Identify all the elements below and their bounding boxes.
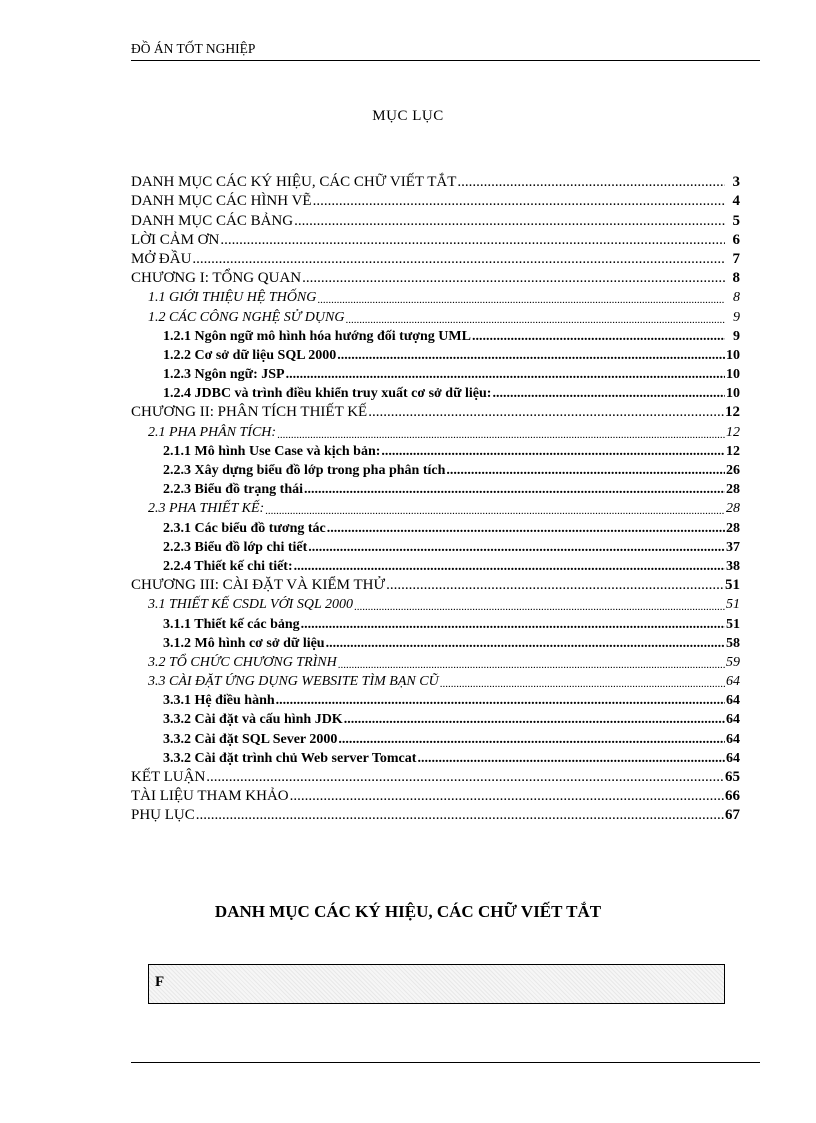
footer-divider <box>131 1062 760 1063</box>
toc-entry[interactable]: 1.2 CÁC CÔNG NGHỆ SỬ DỤNG ..... 9 <box>131 306 740 325</box>
toc-entry[interactable]: 3.1.1 Thiết kế các bảng ..... 51 <box>131 613 740 632</box>
toc-entry[interactable]: 1.2.2 Cơ sở dữ liệu SQL 2000 ..... 10 <box>131 345 740 364</box>
toc-entry[interactable]: LỜI CẢM ƠN ..... 6 <box>131 230 740 249</box>
toc-entry[interactable]: TÀI LIỆU THAM KHẢO ..... 66 <box>131 786 740 805</box>
abbreviation-letter: F <box>155 974 165 990</box>
toc-entry[interactable]: MỞ ĐẦU ..... 7 <box>131 249 740 268</box>
document-header: ĐỒ ÁN TỐT NGHIỆP <box>131 41 256 56</box>
toc-entry[interactable]: 2.3 PHA THIẾT KẾ: ..... 28 <box>131 498 740 517</box>
toc-entry[interactable]: DANH MỤC CÁC KÝ HIỆU, CÁC CHỮ VIẾT TẮT ..... 3 <box>131 172 740 191</box>
toc-entry[interactable]: 1.2.1 Ngôn ngữ mô hình hóa hướng đối tượng UML ..... 9 <box>131 326 740 345</box>
toc-entry[interactable]: 2.2.3 Biểu đồ trạng thái ..... 28 <box>131 479 740 498</box>
toc-entry[interactable]: 3.3.2 Cài đặt SQL Sever 2000 ..... 64 <box>131 728 740 747</box>
toc-entry[interactable]: 3.3.2 Cài đặt và cấu hình JDK ..... 64 <box>131 709 740 728</box>
header-divider <box>131 60 760 61</box>
toc-entry[interactable]: DANH MỤC CÁC BẢNG ..... 5 <box>131 210 740 229</box>
table-of-contents <box>131 172 740 824</box>
toc-entry[interactable]: 2.2.3 Biểu đồ lớp chi tiết ..... 37 <box>131 537 740 556</box>
toc-entry[interactable]: CHƯƠNG I: TỔNG QUAN ..... 8 <box>131 268 740 287</box>
toc-entry[interactable]: CHƯƠNG II: PHÂN TÍCH THIẾT KẾ ..... 12 <box>131 402 740 421</box>
toc-entry[interactable]: 3.1 THIẾT KẾ CSDL VỚI SQL 2000 ..... 51 <box>131 594 740 613</box>
toc-entry[interactable]: KẾT LUẬN ..... 65 <box>131 767 740 786</box>
toc-entry[interactable]: 1.2.4 JDBC và trình điều khiển truy xuất cơ sở dữ liệu: ..... 10 <box>131 383 740 402</box>
toc-entry[interactable]: 2.2.4 Thiết kế chi tiết: ..... 38 <box>131 556 740 575</box>
toc-entry[interactable]: 3.3.2 Cài đặt trình chủ Web server Tomcat ..... 64 <box>131 748 740 767</box>
toc-title: MỤC LỤC <box>372 108 444 124</box>
toc-entry[interactable]: 1.2.3 Ngôn ngữ: JSP ..... 10 <box>131 364 740 383</box>
toc-entry[interactable]: 3.2 TỔ CHỨC CHƯƠNG TRÌNH ..... 59 <box>131 652 740 671</box>
abbreviations-title: DANH MỤC CÁC KÝ HIỆU, CÁC CHỮ VIẾT TẮT <box>214 902 602 921</box>
toc-entry[interactable]: 2.2.3 Xây dựng biểu đồ lớp trong pha phân tích ..... 26 <box>131 460 740 479</box>
toc-entry[interactable]: 3.3 CÀI ĐẶT ỨNG DỤNG WEBSITE TÌM BẠN CŨ ..... 64 <box>131 671 740 690</box>
toc-entry[interactable]: DANH MỤC CÁC HÌNH VẼ ..... 4 <box>131 191 740 210</box>
toc-entry[interactable]: 2.3.1 Các biểu đồ tương tác ..... 28 <box>131 517 740 536</box>
toc-entry[interactable]: 3.1.2 Mô hình cơ sở dữ liệu ..... 58 <box>131 633 740 652</box>
toc-entry[interactable]: 2.1 PHA PHÂN TÍCH: ..... 12 <box>131 421 740 440</box>
abbreviation-table-cell <box>148 964 725 1004</box>
toc-entry[interactable]: CHƯƠNG III: CÀI ĐẶT VÀ KIỂM THỬ ..... 51 <box>131 575 740 594</box>
toc-entry[interactable]: PHỤ LỤC ..... 67 <box>131 805 740 824</box>
toc-entry[interactable]: 3.3.1 Hệ điều hành ..... 64 <box>131 690 740 709</box>
toc-entry[interactable]: 2.1.1 Mô hình Use Case và kịch bản: ..... 12 <box>131 441 740 460</box>
toc-entry[interactable]: 1.1 GIỚI THIỆU HỆ THỐNG ..... 8 <box>131 287 740 306</box>
